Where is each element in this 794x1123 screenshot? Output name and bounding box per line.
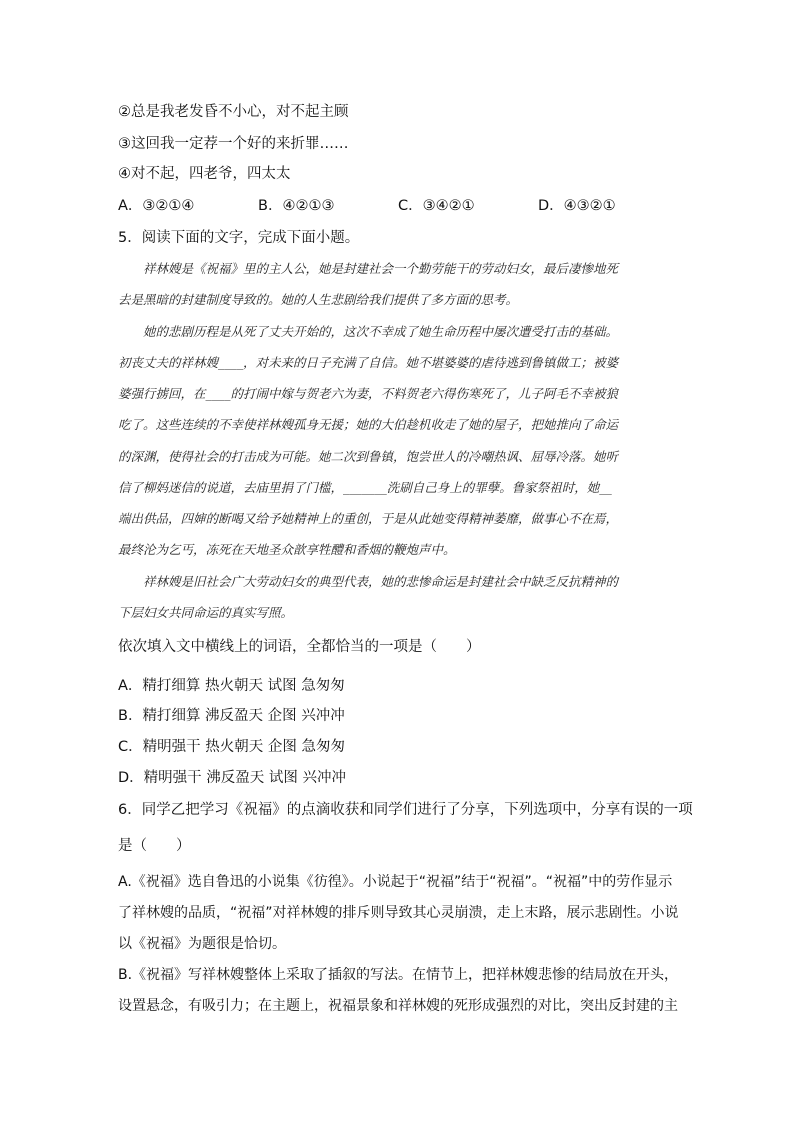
q4-options [118,196,616,216]
answer-option-4: ④对不起，四老爷，四太太 [118,166,291,182]
q5-option-a: A．精打细算 热火朝天 试图 急匆匆 [118,678,345,694]
q5-title: 5．阅读下面的文字，完成下面小题。 [118,230,360,246]
passage-line: 祥林嫂是《祝福》里的主人公，她是封建社会一个勤劳能干的劳动妇女，最后凄惨地死 [118,261,619,276]
q5-option-d: D．精明强干 沸反盈天 试图 兴冲冲 [118,770,346,786]
passage-line: 端出供品，四婶的断喝又给予她精神上的重创，于是从此她变得精神萎靡，做事心不在焉， [118,511,619,526]
answer-option-3: ③这回我一定荐一个好的来折罪…… [118,136,349,152]
passage-line: 婆强行掳回，在____的打闹中嫁与贺老六为妻，不料贺老六得伤寒死了，儿子阿毛不幸被狼 [118,386,619,401]
q5-question: 依次填入文中横线上的词语，全都恰当的一项是（ ） [118,639,481,655]
passage-line: 下层妇女共同命运的真实写照。 [118,605,294,620]
q4-option-c: C．③④②① [398,198,475,214]
answer-option-2: ②总是我老发昏不小心，对不起主顾 [118,104,349,120]
passage-line: 信了柳妈迷信的说道，去庙里捐了门槛，_______洗刷自己身上的罪孽。鲁家祭祖时，她__ [118,480,612,495]
q6-question-line2: 是（ ） [118,838,191,854]
q6-question-line1: 6．同学乙把学习《祝福》的点滴收获和同学们进行了分享，下列选项中，分享有误的一项 [118,802,693,818]
passage-line: 的深渊，使得社会的打击成为可能。她二次到鲁镇，饱尝世人的冷嘲热讽、屈辱冷落。她听 [118,449,619,464]
passage-line: 最终沦为乞丐，冻死在天地圣众歆享牲醴和香烟的鞭炮声中。 [118,542,456,557]
q6-option-b-line: B.《祝福》写祥林嫂整体上采取了插叙的写法。在情节上，把祥林嫂悲惨的结局放在开头， [118,967,679,983]
passage-line: 吃了。这些连续的不幸使祥林嫂孤身无援；她的大伯趁机收走了她的屋子，把她推向了命运 [118,417,619,432]
q5-option-b: B．精打细算 沸反盈天 企图 兴冲冲 [118,708,345,724]
q6-option-a-line: 了祥林嫂的品质，“祝福”对祥林嫂的排斥则导致其心灵崩溃，走上末路，展示悲剧性。小说 [118,905,679,921]
passage-line: 她的悲剧历程是从死了丈夫开始的，这次不幸成了她生命历程中屡次遭受打击的基础。 [118,324,619,339]
q6-option-b-line: 设置悬念，有吸引力；在主题上，祝福景象和祥林嫂的死形成强烈的对比，突出反封建的主 [118,998,678,1014]
q6-option-a-line: A.《祝福》选自鲁迅的小说集《彷徨》。小说起于“祝福”结于“祝福”。“祝福”中的劳作显示 [118,874,673,890]
q4-option-d: D．④③②① [538,198,616,214]
q4-option-a: A．③②①④ [118,198,195,214]
passage-line: 祥林嫂是旧社会广大劳动妇女的典型代表，她的悲惨命运是封建社会中缺乏反抗精神的 [118,574,619,589]
q6-option-a-line: 以《祝福》为题很是恰切。 [118,936,286,952]
passage-line: 初丧丈夫的祥林嫂____，对未来的日子充满了自信。她不堪婆婆的虐待逃到鲁镇做工；被婆 [118,355,619,370]
q5-option-c: C．精明强干 热火朝天 企图 急匆匆 [118,739,345,755]
passage-line: 去是黑暗的封建制度导致的。她的人生悲剧给我们提供了多方面的思考。 [118,292,519,307]
q4-option-b: B．④②①③ [258,198,335,214]
